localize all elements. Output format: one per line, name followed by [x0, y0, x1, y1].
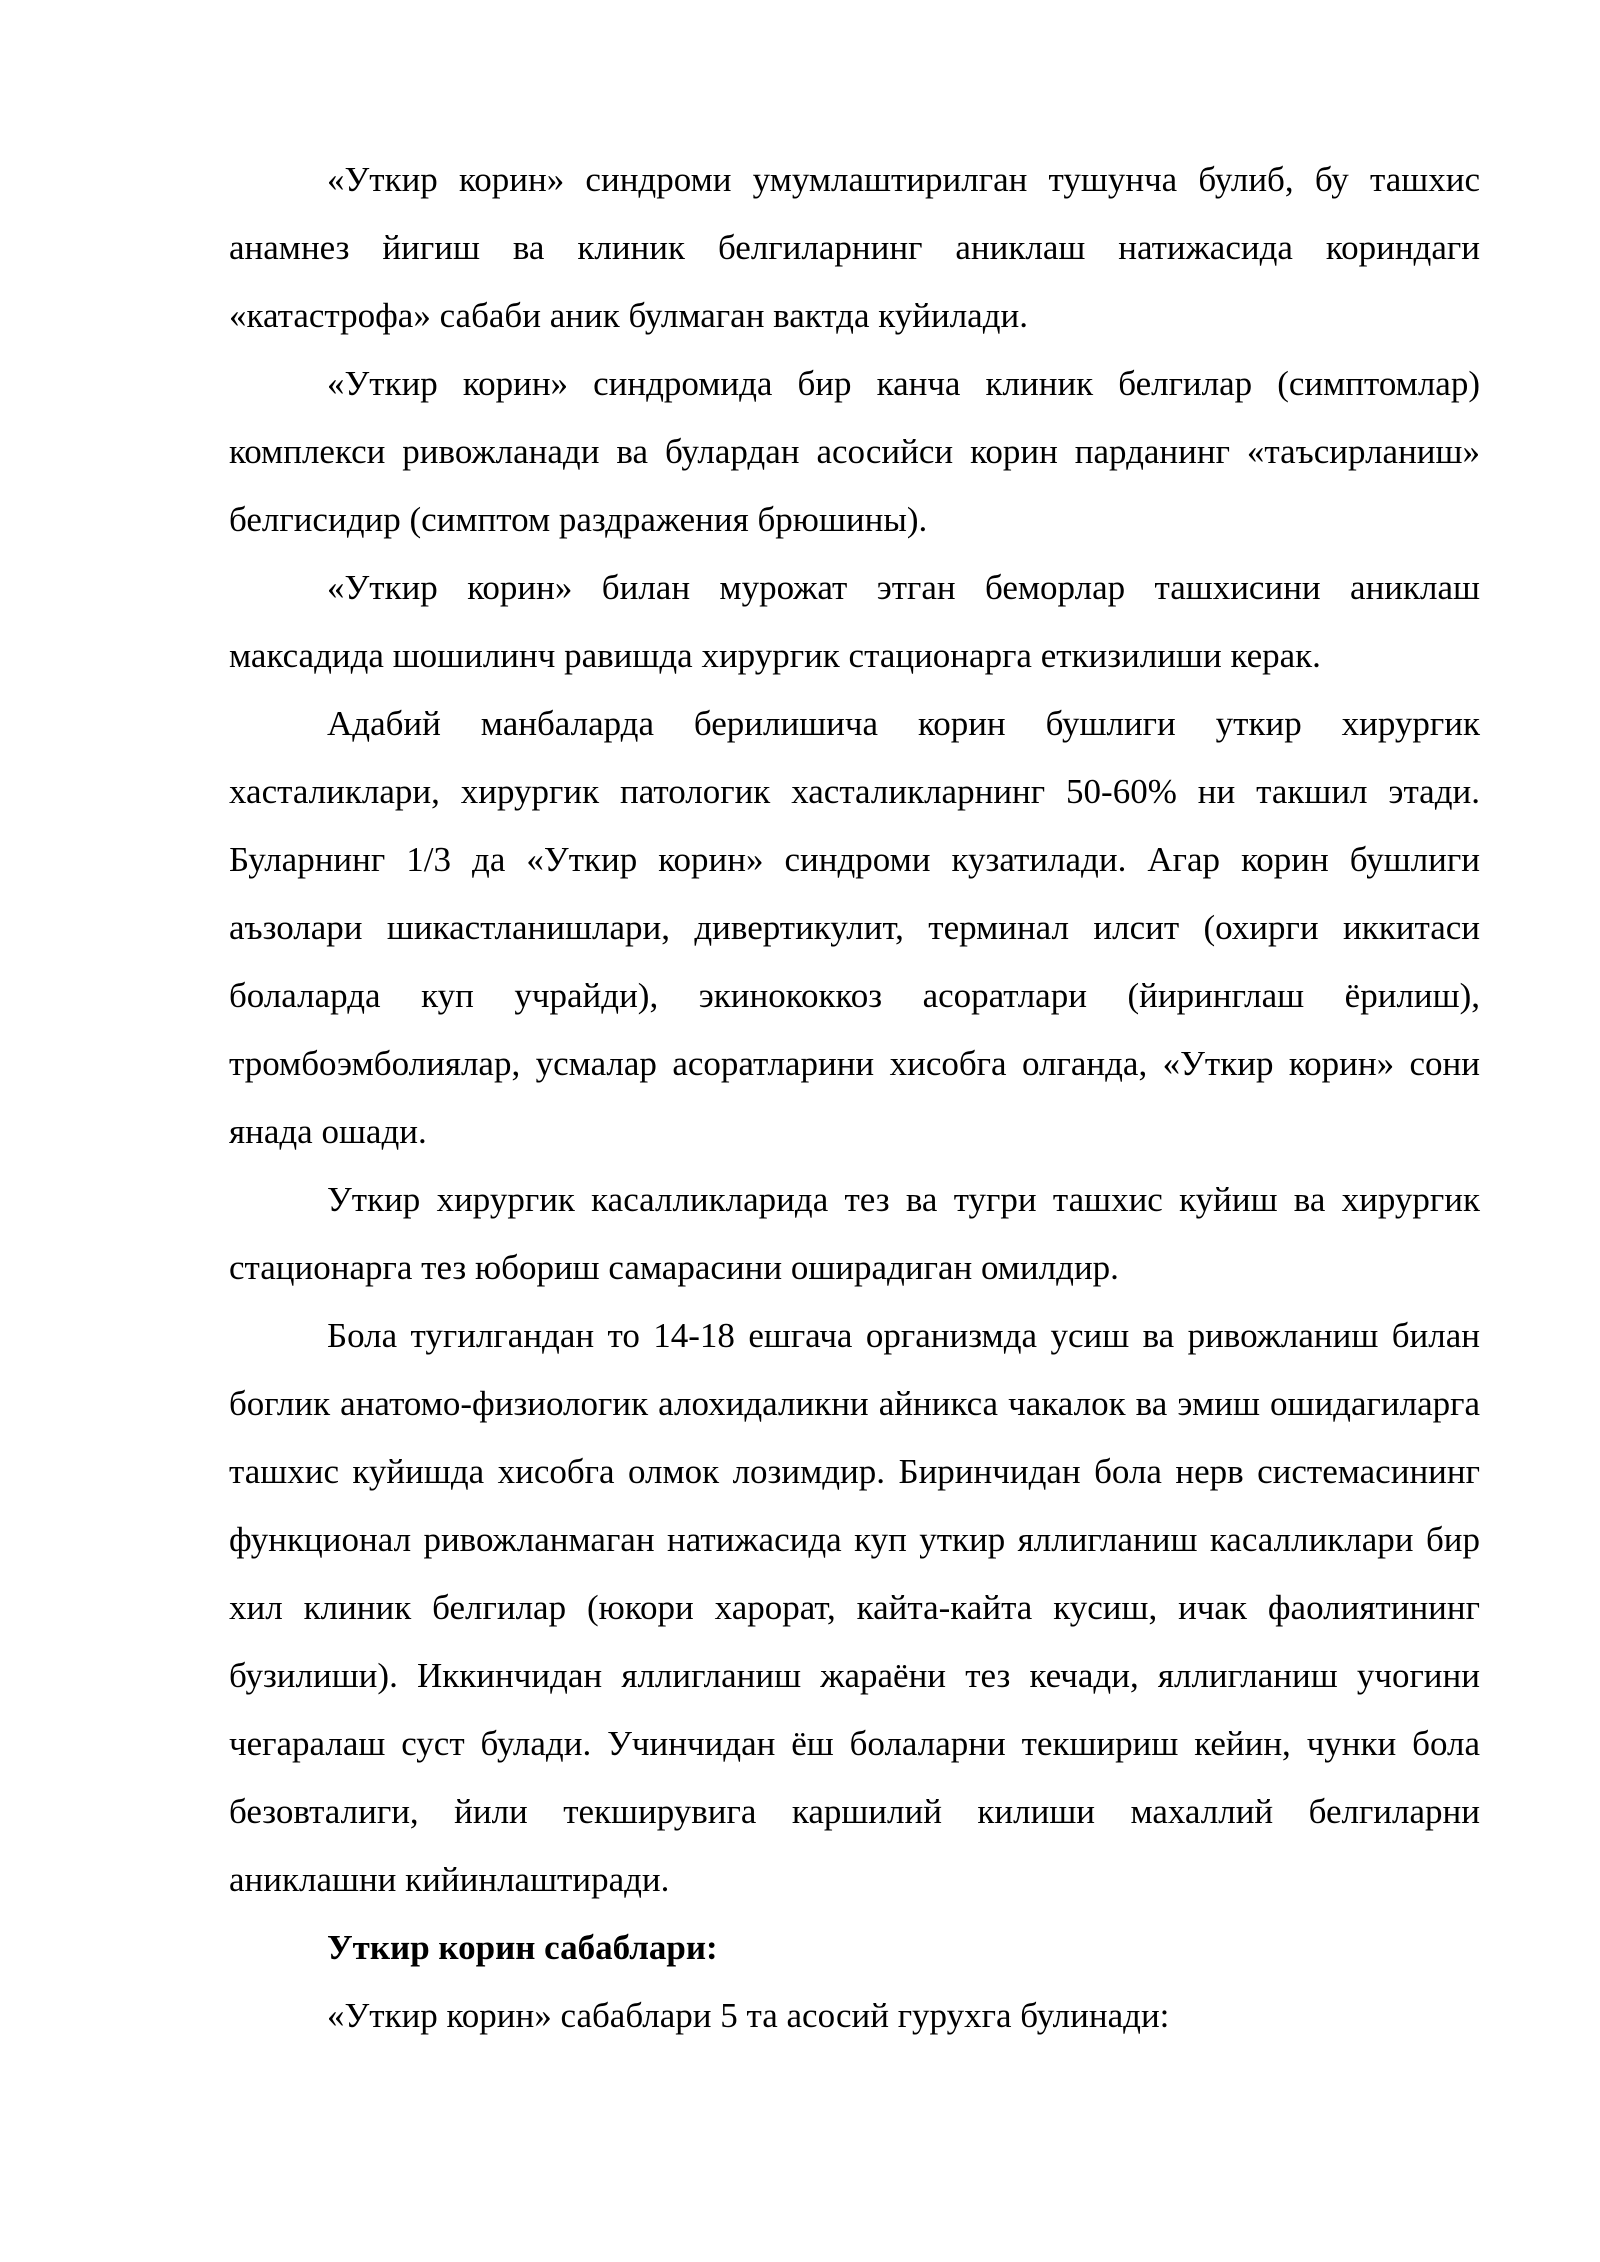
paragraph-literature-statistics: Адабий манбаларда берилишича корин бушлиги уткир хирургик хасталиклари, хирургик патологик хасталикларнинг 50-60% ни такшил этади. Буларнинг 1/3 да «Уткир корин» синдроми кузатилади. Агар корин бушлиги аъзолари шикастланишлари, дивертикулит, терминал илсит (охирги иккитаси болаларда куп учрайди), экинококкоз асоратлари (йиринглаш ёрилиш), тромбоэмболиялар, усмалар асоратларини хисобга олганда, «Уткир корин» сони янада ошади. [229, 704, 1480, 1151]
paragraph-causes-groups: «Уткир корин» сабаблари 5 та асосий гурухга булинади: [327, 1996, 1170, 2035]
paragraph-acute-abdomen-definition: «Уткир корин» синдроми умумлаштирилган тушунча булиб, бу ташхис анамнез йигиш ва клиник белгиларнинг аниклаш натижасида кориндаги «катастрофа» сабаби аник булмаган вактда куйилади. [229, 160, 1480, 335]
paragraph-urgent-hospitalization: «Уткир корин» билан мурожат этган беморлар ташхисини аниклаш максадида шошилинч равишда хирургик стационарга еткизилиши керак. [229, 568, 1480, 675]
document-body [229, 146, 1480, 2050]
paragraph-diagnosis-importance: Уткир хирургик касалликларида тез ва тугри ташхис куйиш ва хирургик стационарга тез юбориш самарасини оширадиган омилдир. [229, 1180, 1480, 1287]
section-heading-causes: Уткир корин сабаблари: [327, 1928, 718, 1967]
paragraph-symptom-complex: «Уткир корин» синдромида бир канча клиник белгилар (симптомлар) комплекси ривожланади ва булардан асосийси корин парданинг «таъсирланиш» белгисидир (симптом раздражения брюшины). [229, 364, 1480, 539]
paragraph-pediatric-features: Бола тугилгандан то 14-18 ешгача организмда усиш ва ривожланиш билан боглик анатомо-физиологик алохидаликни айникса чакалок ва эмиш ошидагиларга ташхис куйишда хисобга олмок лозимдир. Биринчидан бола нерв системасининг функционал ривожланмаган натижасида куп уткир яллигланиш касалликлари бир хил клиник белгилар (юкори харорат, кайта-кайта кусиш, ичак фаолиятининг бузилиши). Иккинчидан яллигланиш жараёни тез кечади, яллигланиш учогини чегаралаш суст булади. Учинчидан ёш болаларни текшириш кейин, чунки бола безовталиги, йили текширувига каршилий килиши махаллий белгиларни аниклашни кийинлаштиради. [229, 1316, 1480, 1899]
